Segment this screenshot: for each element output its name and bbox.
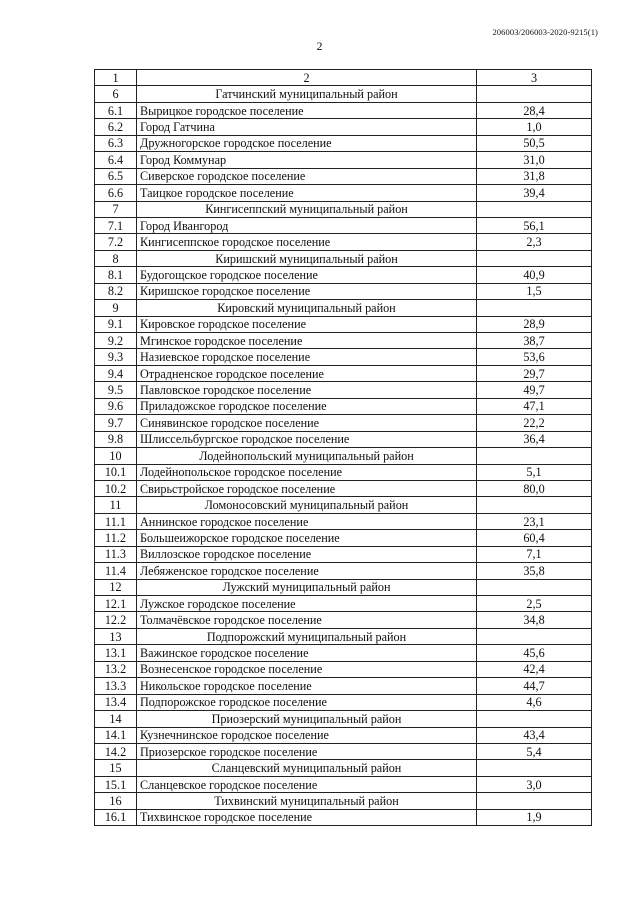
table-row [95, 316, 592, 332]
district-row [95, 793, 592, 809]
table-row [95, 217, 592, 233]
row-number: 11.2 [95, 530, 137, 546]
row-number: 10.1 [95, 464, 137, 480]
settlement-name: Толмачёвское городское поселение [137, 612, 477, 628]
settlement-name: Мгинское городское поселение [137, 333, 477, 349]
settlement-value: 39,4 [477, 185, 592, 201]
settlement-name: Павловское городское поселение [137, 382, 477, 398]
table-row [95, 333, 592, 349]
row-number: 9.8 [95, 431, 137, 447]
district-row [95, 760, 592, 776]
table-row [95, 546, 592, 562]
settlement-name: Кингисеппское городское поселение [137, 234, 477, 250]
page-number: 2 [316, 39, 323, 53]
row-number: 6.4 [95, 152, 137, 168]
row-number: 12.2 [95, 612, 137, 628]
table-header-row [95, 70, 592, 86]
table-row [95, 135, 592, 151]
settlement-value: 5,1 [477, 464, 592, 480]
table-row [95, 185, 592, 201]
settlement-name: Свирьстройское городское поселение [137, 480, 477, 496]
settlement-name: Аннинское городское поселение [137, 513, 477, 529]
settlement-value: 4,6 [477, 694, 592, 710]
row-number: 12 [95, 579, 137, 595]
table-row [95, 464, 592, 480]
district-row [95, 497, 592, 513]
settlement-value: 1,9 [477, 809, 592, 825]
table-row [95, 382, 592, 398]
row-number: 11.3 [95, 546, 137, 562]
settlement-name: Лужское городское поселение [137, 596, 477, 612]
table-row [95, 809, 592, 825]
empty-cell [477, 201, 592, 217]
table-row [95, 168, 592, 184]
district-name: Киришский муниципальный район [137, 250, 477, 266]
settlement-value: 36,4 [477, 431, 592, 447]
settlement-value: 2,3 [477, 234, 592, 250]
settlement-name: Город Гатчина [137, 119, 477, 135]
table-row [95, 349, 592, 365]
row-number: 6.3 [95, 135, 137, 151]
table-row [95, 415, 592, 431]
district-name: Гатчинский муниципальный район [137, 86, 477, 102]
settlement-name: Кировское городское поселение [137, 316, 477, 332]
empty-cell [477, 793, 592, 809]
row-number: 13 [95, 628, 137, 644]
row-number: 12.1 [95, 596, 137, 612]
settlement-value: 43,4 [477, 727, 592, 743]
settlement-value: 7,1 [477, 546, 592, 562]
district-name: Лодейнопольский муниципальный район [137, 448, 477, 464]
settlement-name: Лебяженское городское поселение [137, 563, 477, 579]
settlement-value: 60,4 [477, 530, 592, 546]
district-name: Тихвинский муниципальный район [137, 793, 477, 809]
district-row [95, 250, 592, 266]
settlement-value: 31,0 [477, 152, 592, 168]
settlement-name: Синявинское городское поселение [137, 415, 477, 431]
settlement-name: Сиверское городское поселение [137, 168, 477, 184]
table-row [95, 365, 592, 381]
settlement-name: Никольское городское поселение [137, 678, 477, 694]
settlement-name: Назиевское городское поселение [137, 349, 477, 365]
settlement-name: Город Коммунар [137, 152, 477, 168]
table-row [95, 513, 592, 529]
row-number: 16.1 [95, 809, 137, 825]
settlement-value: 53,6 [477, 349, 592, 365]
settlement-value: 23,1 [477, 513, 592, 529]
empty-cell [477, 711, 592, 727]
district-name: Приозерский муниципальный район [137, 711, 477, 727]
settlement-value: 38,7 [477, 333, 592, 349]
settlement-name: Киришское городское поселение [137, 283, 477, 299]
table-row [95, 661, 592, 677]
table-row [95, 480, 592, 496]
settlement-name: Лодейнопольское городское поселение [137, 464, 477, 480]
settlement-value: 56,1 [477, 217, 592, 233]
row-number: 6.1 [95, 102, 137, 118]
settlement-value: 31,8 [477, 168, 592, 184]
row-number: 9.5 [95, 382, 137, 398]
settlement-value: 44,7 [477, 678, 592, 694]
row-number: 14.2 [95, 743, 137, 759]
settlement-value: 28,9 [477, 316, 592, 332]
row-number: 7 [95, 201, 137, 217]
empty-cell [477, 300, 592, 316]
settlement-name: Отрадненское городское поселение [137, 365, 477, 381]
settlement-value: 3,0 [477, 776, 592, 792]
settlements-table [94, 69, 592, 826]
table-row [95, 234, 592, 250]
row-number: 9 [95, 300, 137, 316]
table-row [95, 102, 592, 118]
table-row [95, 119, 592, 135]
empty-cell [477, 760, 592, 776]
row-number: 9.4 [95, 365, 137, 381]
table-row [95, 678, 592, 694]
row-number: 8.2 [95, 283, 137, 299]
settlement-value: 49,7 [477, 382, 592, 398]
settlement-value: 50,5 [477, 135, 592, 151]
settlement-name: Подпорожское городское поселение [137, 694, 477, 710]
district-row [95, 300, 592, 316]
district-row [95, 628, 592, 644]
row-number: 11.1 [95, 513, 137, 529]
table-row [95, 776, 592, 792]
settlement-value: 2,5 [477, 596, 592, 612]
empty-cell [477, 497, 592, 513]
row-number: 6.5 [95, 168, 137, 184]
settlement-value: 1,0 [477, 119, 592, 135]
row-number: 13.1 [95, 645, 137, 661]
empty-cell [477, 579, 592, 595]
district-row [95, 711, 592, 727]
settlement-name: Таицкое городское поселение [137, 185, 477, 201]
settlement-name: Сланцевское городское поселение [137, 776, 477, 792]
settlement-value: 35,8 [477, 563, 592, 579]
settlement-value: 47,1 [477, 398, 592, 414]
district-name: Ломоносовский муниципальный район [137, 497, 477, 513]
settlement-name: Приозерское городское поселение [137, 743, 477, 759]
table-row [95, 645, 592, 661]
district-name: Подпорожский муниципальный район [137, 628, 477, 644]
row-number: 9.3 [95, 349, 137, 365]
empty-cell [477, 250, 592, 266]
row-number: 7.2 [95, 234, 137, 250]
settlement-value: 1,5 [477, 283, 592, 299]
settlement-name: Приладожское городское поселение [137, 398, 477, 414]
row-number: 9.1 [95, 316, 137, 332]
settlement-name: Шлиссельбургское городское поселение [137, 431, 477, 447]
settlement-name: Важинское городское поселение [137, 645, 477, 661]
district-row [95, 448, 592, 464]
row-number: 15 [95, 760, 137, 776]
settlement-value: 22,2 [477, 415, 592, 431]
district-row [95, 86, 592, 102]
table-row [95, 694, 592, 710]
row-number: 9.6 [95, 398, 137, 414]
table-row [95, 152, 592, 168]
settlement-name: Вознесенское городское поселение [137, 661, 477, 677]
empty-cell [477, 86, 592, 102]
table-row [95, 612, 592, 628]
settlement-name: Город Ивангород [137, 217, 477, 233]
district-name: Кингисеппский муниципальный район [137, 201, 477, 217]
district-row [95, 201, 592, 217]
table-row [95, 563, 592, 579]
row-number: 13.3 [95, 678, 137, 694]
settlement-value: 42,4 [477, 661, 592, 677]
settlement-name: Тихвинское городское поселение [137, 809, 477, 825]
table-row [95, 431, 592, 447]
district-name: Лужский муниципальный район [137, 579, 477, 595]
table-row [95, 530, 592, 546]
document-id: 206003/206003-2020-9215(1) [492, 27, 598, 37]
settlement-name: Виллозское городское поселение [137, 546, 477, 562]
row-number: 8 [95, 250, 137, 266]
table-row [95, 596, 592, 612]
row-number: 13.2 [95, 661, 137, 677]
district-name: Сланцевский муниципальный район [137, 760, 477, 776]
column-header-2: 2 [137, 70, 477, 86]
settlement-value: 40,9 [477, 267, 592, 283]
column-header-3: 3 [477, 70, 592, 86]
settlement-value: 29,7 [477, 365, 592, 381]
settlement-name: Дружногорское городское поселение [137, 135, 477, 151]
row-number: 7.1 [95, 217, 137, 233]
row-number: 6.6 [95, 185, 137, 201]
settlement-value: 34,8 [477, 612, 592, 628]
row-number: 14 [95, 711, 137, 727]
table-row [95, 727, 592, 743]
empty-cell [477, 448, 592, 464]
table-row [95, 283, 592, 299]
row-number: 9.2 [95, 333, 137, 349]
row-number: 6.2 [95, 119, 137, 135]
table-row [95, 743, 592, 759]
row-number: 9.7 [95, 415, 137, 431]
table-row [95, 267, 592, 283]
settlement-value: 5,4 [477, 743, 592, 759]
row-number: 8.1 [95, 267, 137, 283]
column-header-1: 1 [95, 70, 137, 86]
settlement-value: 80,0 [477, 480, 592, 496]
empty-cell [477, 628, 592, 644]
row-number: 16 [95, 793, 137, 809]
row-number: 10 [95, 448, 137, 464]
settlement-value: 45,6 [477, 645, 592, 661]
settlement-value: 28,4 [477, 102, 592, 118]
district-row [95, 579, 592, 595]
settlement-name: Большеижорское городское поселение [137, 530, 477, 546]
row-number: 11.4 [95, 563, 137, 579]
row-number: 11 [95, 497, 137, 513]
row-number: 13.4 [95, 694, 137, 710]
district-name: Кировский муниципальный район [137, 300, 477, 316]
settlement-name: Будогощское городское поселение [137, 267, 477, 283]
row-number: 10.2 [95, 480, 137, 496]
row-number: 6 [95, 86, 137, 102]
row-number: 14.1 [95, 727, 137, 743]
table-row [95, 398, 592, 414]
settlement-name: Вырицкое городское поселение [137, 102, 477, 118]
row-number: 15.1 [95, 776, 137, 792]
settlement-name: Кузнечнинское городское поселение [137, 727, 477, 743]
